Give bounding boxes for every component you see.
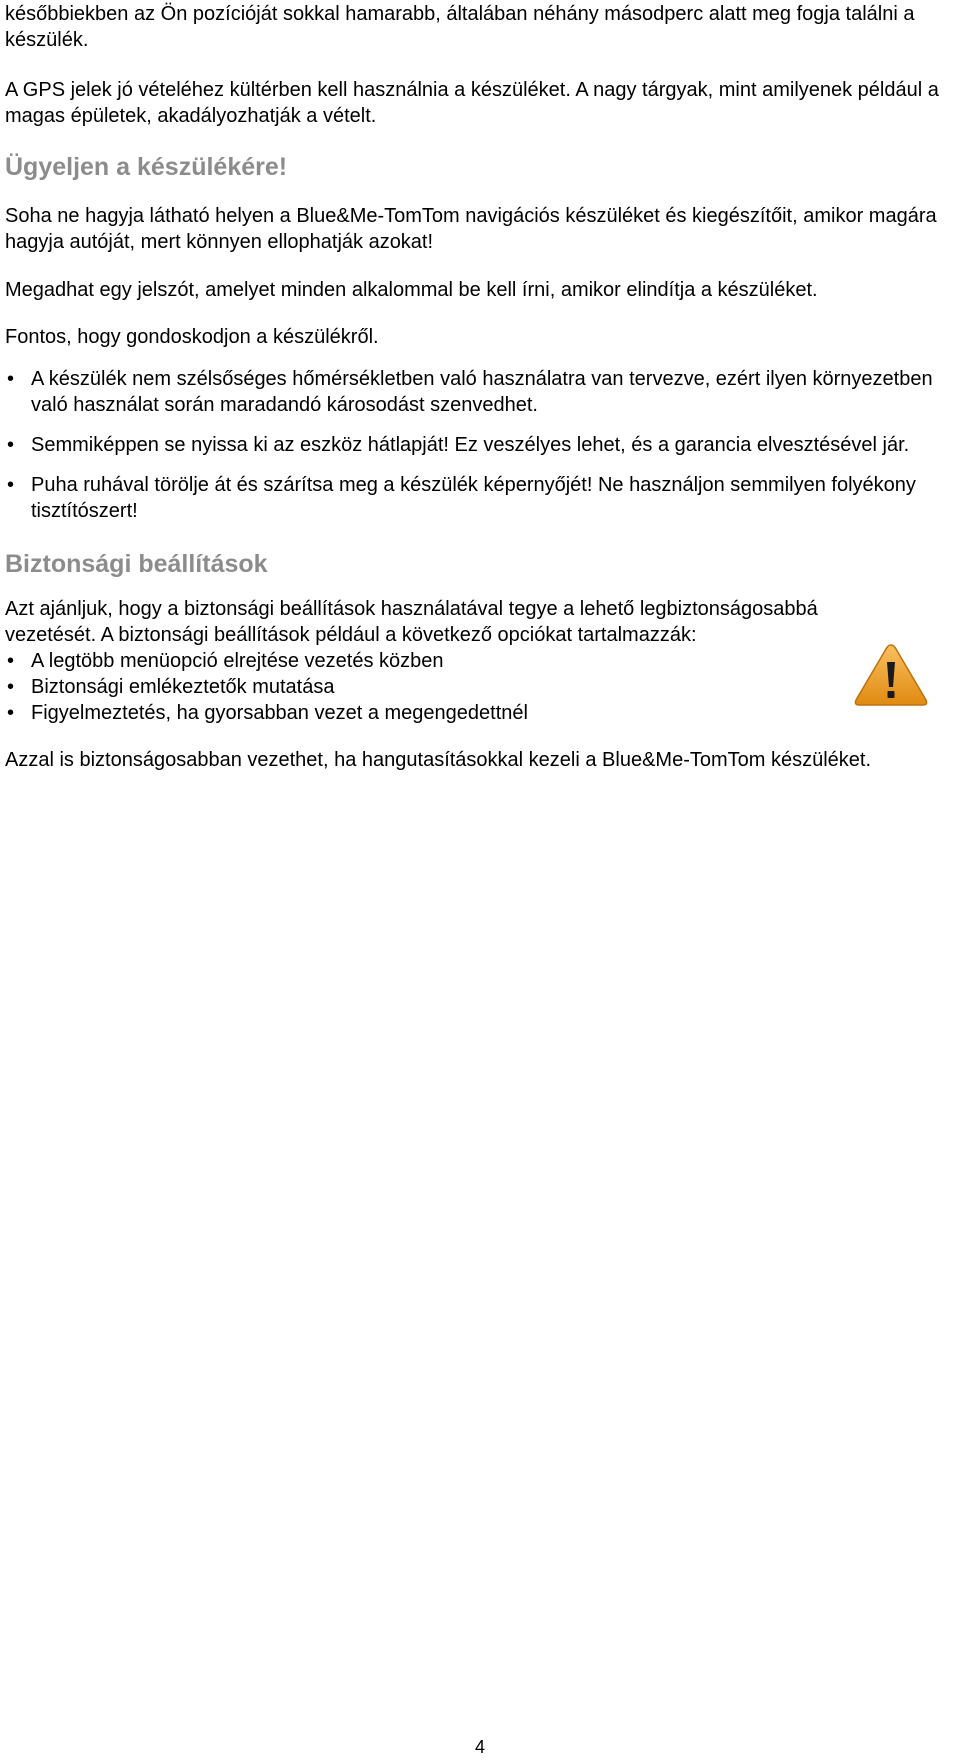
safety-bullet-list bbox=[5, 648, 845, 726]
bullet-glyph: • bbox=[7, 702, 15, 724]
bullet-glyph: • bbox=[7, 368, 15, 390]
bullet-glyph: • bbox=[7, 474, 15, 496]
list-item-text: Biztonsági emlékeztetők mutatása bbox=[31, 676, 335, 698]
list-item-text: Puha ruhával törölje át és szárítsa meg a készülék képernyőjét! Ne használjon semmilyen folyékony tisztítószert! bbox=[31, 474, 916, 522]
bullet-glyph: • bbox=[7, 650, 15, 672]
care-paragraph-theft: Soha ne hagyja látható helyen a Blue&Me-TomTom navigációs készüléket és kiegészítőit, amikor magára hagyja autóját, mert könnyen ellophatják azokat! bbox=[5, 205, 937, 253]
list-item-text: Figyelmeztetés, ha gyorsabban vezet a megengedettnél bbox=[31, 702, 528, 724]
care-bullet-list bbox=[5, 366, 953, 524]
bullet-glyph: • bbox=[7, 676, 15, 698]
list-item-text: A legtöbb menüopció elrejtése vezetés közben bbox=[31, 650, 444, 672]
warning-triangle-icon bbox=[853, 642, 929, 708]
safety-heading: Biztonsági beállítások bbox=[5, 550, 268, 578]
safety-closing: Azzal is biztonságosabban vezethet, ha hangutasításokkal kezeli a Blue&Me-TomTom készüléket. bbox=[5, 749, 872, 771]
care-heading: Ügyeljen a készülékére! bbox=[5, 153, 288, 181]
safety-block bbox=[5, 596, 953, 773]
list-item bbox=[5, 472, 953, 524]
care-paragraph-password: Megadhat egy jelszót, amelyet minden alkalommal be kell írni, amikor elindítja a készüléket. bbox=[5, 279, 818, 301]
list-item bbox=[5, 700, 845, 726]
safety-intro: Azt ajánljuk, hogy a biztonsági beállítások használatával tegye a lehető legbiztonságosabbá vezetését. A biztonsági beállítások például a következő opciókat tartalmazzák: bbox=[5, 598, 818, 646]
document-page bbox=[5, 0, 953, 773]
list-item-text: A készülék nem szélsőséges hőmérsékletben való használatra van tervezve, ezért ilyen környezetben való használat során maradandó károsodást szenvedhet. bbox=[31, 368, 933, 416]
gps-note: A GPS jelek jó vételéhez kültérben kell használnia a készüléket. A nagy tárgyak, mint amilyenek például a magas épületek, akadályozhatják a vételt. bbox=[5, 79, 939, 127]
list-item bbox=[5, 432, 953, 458]
list-item bbox=[5, 366, 953, 418]
list-item bbox=[5, 674, 845, 700]
page-number: 4 bbox=[474, 1737, 485, 1757]
list-item bbox=[5, 648, 845, 674]
bullet-glyph: • bbox=[7, 434, 15, 456]
list-item-text: Semmiképpen se nyissa ki az eszköz hátlapját! Ez veszélyes lehet, és a garancia elvesztésével jár. bbox=[31, 434, 910, 456]
intro-continuation: későbbiekben az Ön pozícióját sokkal hamarabb, általában néhány másodperc alatt meg fogja találni a készülék. bbox=[5, 3, 915, 51]
care-paragraph-important: Fontos, hogy gondoskodjon a készülékről. bbox=[5, 326, 379, 348]
